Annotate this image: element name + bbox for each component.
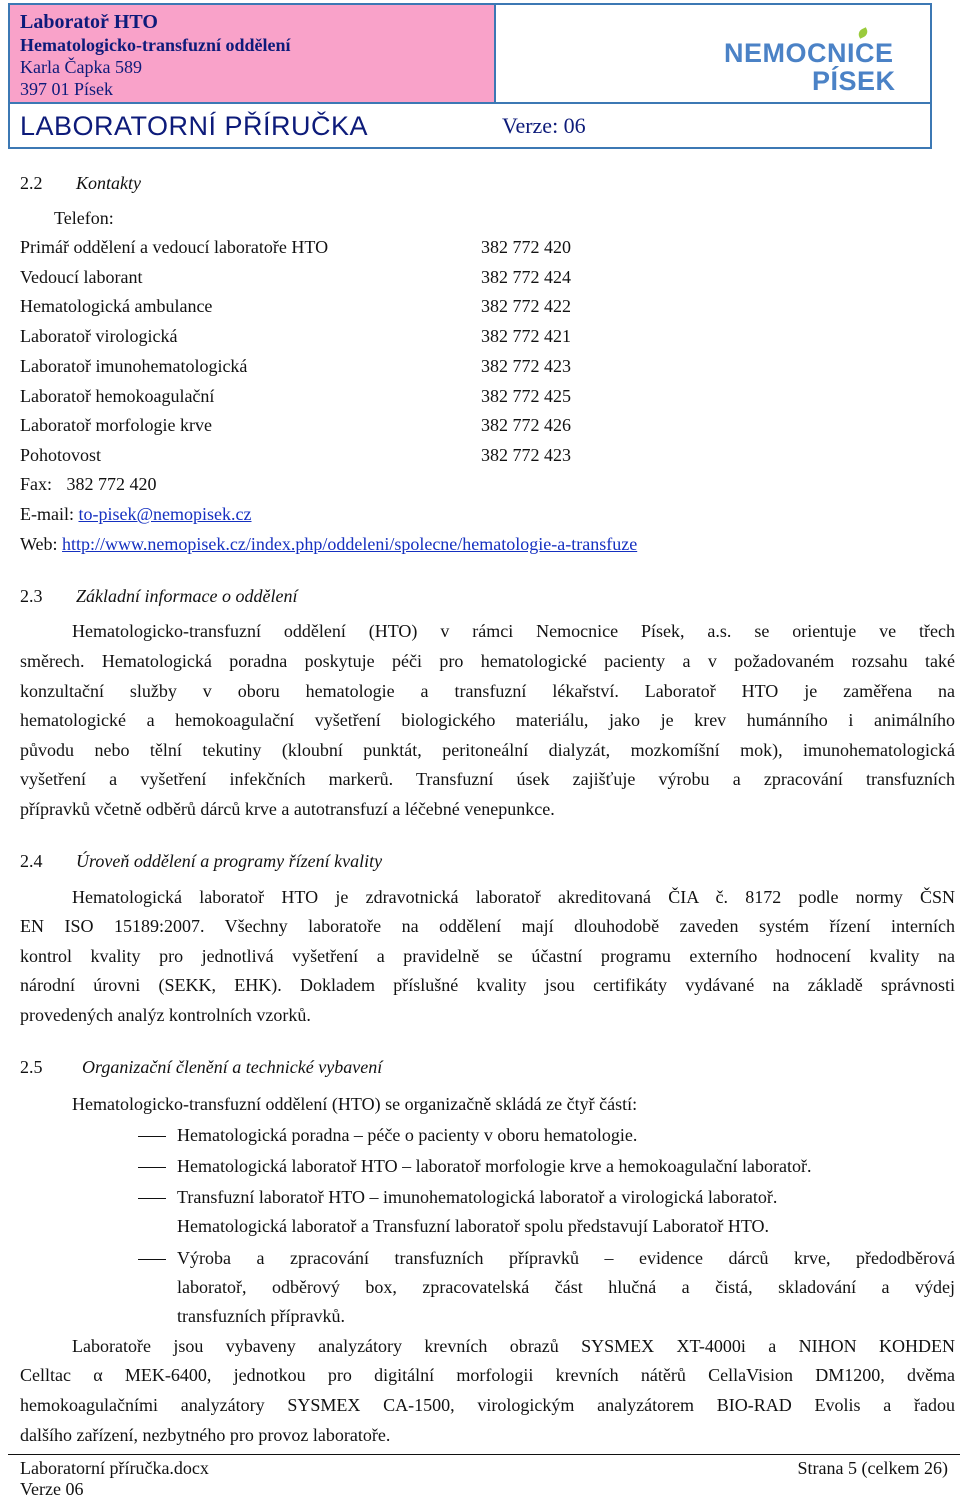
contact-phone: 382 772 425 [481, 385, 571, 406]
dash-bullet-icon [138, 1198, 166, 1199]
paragraph-line: Hematologická laboratoř HTO je zdravotnická laboratoř akreditovaná ČIA č. 8172 podle normy ČSN [72, 887, 955, 907]
contact-label: Laboratoř imunohematologická [20, 355, 248, 376]
dash-bullet-icon [138, 1167, 166, 1168]
footer-page-number: Strana 5 (celkem 26) [797, 1458, 948, 1478]
section-number: 2.2 [20, 173, 43, 193]
email-label: E-mail: [20, 504, 74, 524]
list-item-text: Hematologická laboratoř a Transfuzní laboratoř spolu představují Laboratoř HTO. [177, 1216, 770, 1236]
paragraph-line: přípravků včetně odběrů dárců krve a autotransfuzí a léčebné venepunkce. [20, 799, 555, 819]
list-item-text: Výroba a zpracování transfuzních přípravků – evidence dárců krve, předodběrová [177, 1248, 955, 1268]
list-item-text: transfuzních přípravků. [177, 1306, 345, 1326]
paragraph-line: EN ISO 15189:2007. Všechny laboratoře na oddělení mají dlouhodobě zaveden systém řízení interních [20, 916, 955, 936]
contact-phone: 382 772 424 [481, 266, 571, 287]
paragraph-line: Laboratoře jsou vybaveny analyzátory krevních obrazů SYSMEX XT-4000i a NIHON KOHDEN [72, 1336, 955, 1356]
contact-label: Laboratoř hemokoagulační [20, 385, 215, 406]
logo-text-line2: PÍSEK [812, 66, 896, 96]
logo-text-line1: NEMOCNICE [724, 38, 894, 68]
logo-mark [724, 38, 914, 98]
list-item-text: laboratoř, odběrový box, zpracovatelská část hlučná a čistá, skladování a výdej [177, 1277, 955, 1297]
web-row [20, 533, 637, 555]
section-number: 2.4 [20, 851, 43, 871]
footer-version: Verze 06 [20, 1479, 84, 1499]
section-title-contacts: Kontakty [76, 173, 141, 193]
contact-label: Laboratoř morfologie krve [20, 415, 212, 436]
contact-label: Hematologická ambulance [20, 296, 213, 317]
fax-number: 382 772 420 [66, 474, 157, 494]
paragraph-line: kontrol kvality pro jednotlivá vyšetření a pravidelně se účastní programu externího hodnocení kvality na [20, 946, 955, 966]
header-street: Karla Čapka 589 [20, 57, 142, 77]
email-row [20, 503, 252, 525]
paragraph-line: hematologické a hemokoagulační vyšetření biologického materiálu, jako je krev humánního i animálního [20, 710, 955, 730]
paragraph-line: Hematologicko-transfuzní oddělení (HTO) v rámci Nemocnice Písek, a.s. se orientuje ve třech [72, 621, 955, 641]
contact-phone: 382 772 426 [481, 415, 571, 436]
section-title-basic-info: Základní informace o oddělení [76, 586, 298, 606]
list-item-text: Transfuzní laboratoř HTO – imunohematologická laboratoř a virologická laboratoř. [177, 1187, 778, 1207]
section-title-organization: Organizační členění a technické vybavení [82, 1057, 383, 1077]
document-title: LABORATORNÍ PŘÍRUČKA [20, 111, 369, 141]
dash-bullet-icon [138, 1136, 166, 1137]
header-lab-name: Laboratoř HTO [20, 11, 158, 33]
paragraph-line: provedených analýz kontrolních vzorků. [20, 1005, 311, 1025]
contact-phone: 382 772 422 [481, 296, 571, 317]
paragraph-line: konzultační služby v oboru hematologie a transfuzní lékařství. Laboratoř HTO je zaměřena na [20, 681, 955, 701]
contact-phone: 382 772 421 [481, 326, 571, 347]
hospital-logo [496, 5, 930, 104]
fax-label: Fax: [20, 474, 53, 494]
web-link[interactable]: http://www.nemopisek.cz/index.php/oddeleni/spolecne/hematologie-a-transfuze [62, 534, 638, 554]
paragraph-line: směrech. Hematologická poradna poskytuje péči pro hematologické pacienty a v požadovaném rozsahu také [20, 651, 955, 671]
document-version: Verze: 06 [502, 113, 586, 138]
paragraph-line: Celltac α MEK-6400, jednotkou pro digitální morfologii krevních nátěrů CellaVision DM1200, dvěma [20, 1365, 955, 1385]
footer-filename: Laboratorní příručka.docx [20, 1458, 209, 1478]
paragraph-line: původu nebo tělní tekutiny (kloubní punktát, peritoneální dialyzát, mozkomíšní mok), imunohematologická [20, 740, 955, 760]
contact-label: Vedoucí laborant [20, 266, 143, 287]
paragraph-line: hemokoagulačními analyzátory SYSMEX CA-1500, virologickým analyzátorem BIO-RAD Evolis a řadou [20, 1395, 955, 1415]
header-department: Hematologicko-transfuzní oddělení [20, 35, 291, 55]
footer-divider [8, 1454, 960, 1455]
contact-label: Laboratoř virologická [20, 326, 178, 347]
email-link[interactable]: to-pisek@nemopisek.cz [78, 504, 252, 524]
contact-phone: 382 772 423 [481, 355, 571, 376]
paragraph-line: národní úrovni (SEKK, EHK). Dokladem příslušné kvality jsou certifikáty vydávané na základě správnosti [20, 975, 955, 995]
web-label: Web: [20, 534, 58, 554]
header-city: 397 01 Písek [20, 79, 114, 99]
fax-row [20, 473, 157, 495]
list-item-text: Hematologická poradna – péče o pacienty v oboru hematologie. [177, 1125, 638, 1145]
contact-label: Primář oddělení a vedoucí laboratoře HTO [20, 237, 329, 257]
section-number: 2.5 [20, 1057, 43, 1077]
section-number: 2.3 [20, 586, 43, 606]
paragraph-line: dalšího zařízení, nezbytného pro provoz laboratoře. [20, 1425, 391, 1445]
dash-bullet-icon [138, 1259, 166, 1260]
section-title-quality: Úroveň oddělení a programy řízení kvality [76, 851, 383, 871]
list-item-text: Hematologická laboratoř HTO – laboratoř morfologie krve a hemokoagulační laboratoř. [177, 1156, 812, 1176]
organization-intro: Hematologicko-transfuzní oddělení (HTO) se organizačně skládá ze čtyř částí: [72, 1094, 638, 1114]
contact-label: Pohotovost [20, 444, 102, 465]
paragraph-line: vyšetření a vyšetření infekčních markerů. Transfuzní úsek zajišťuje výrobu a zpracování transfuzních [20, 769, 955, 789]
phone-heading: Telefon: [54, 208, 114, 228]
document-header [8, 3, 932, 149]
header-address-block [10, 5, 496, 104]
contact-phone: 382 772 423 [481, 444, 571, 465]
contact-phone: 382 772 420 [481, 237, 571, 257]
